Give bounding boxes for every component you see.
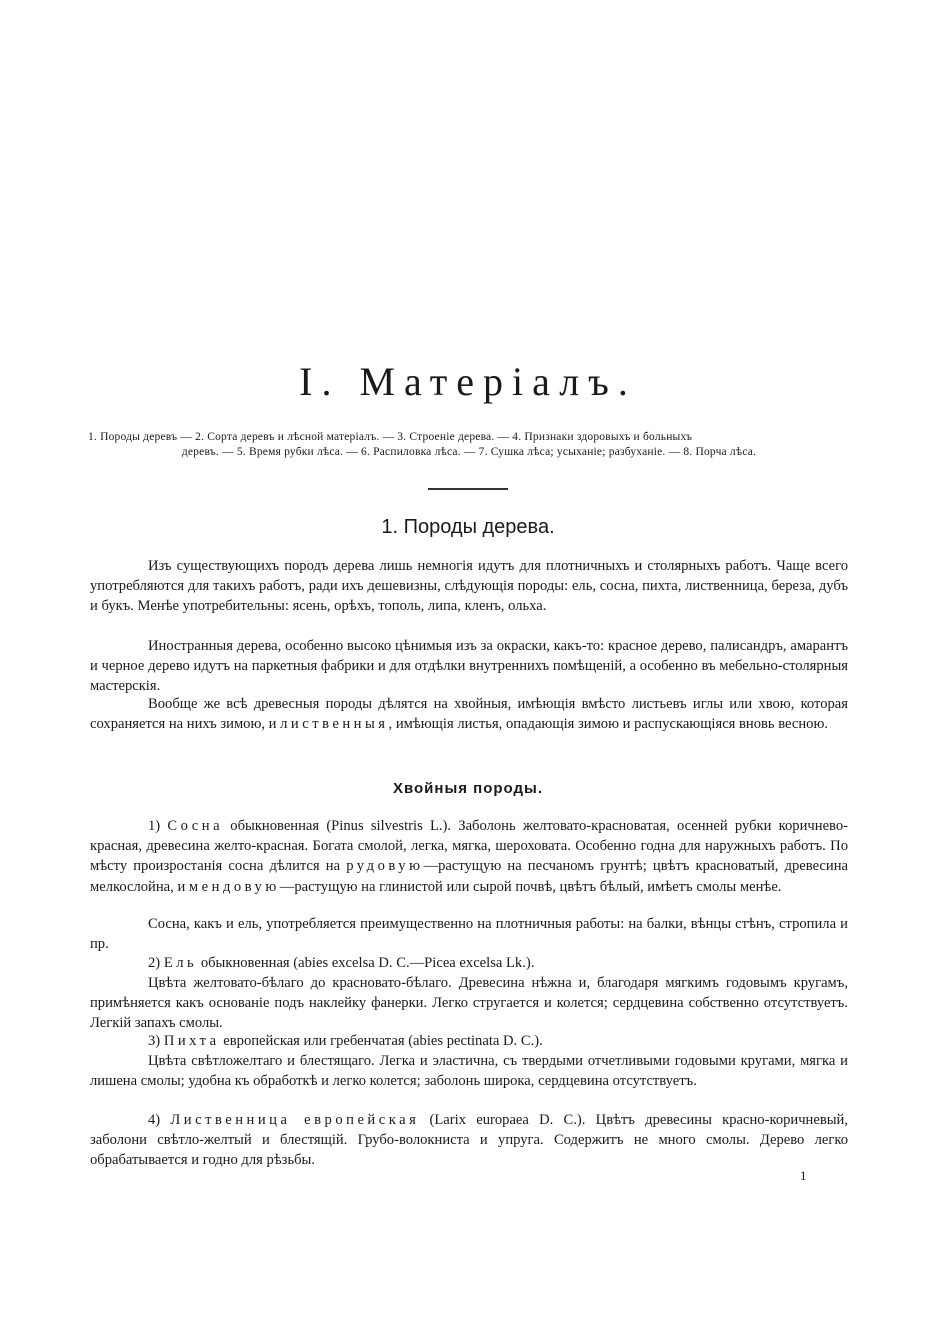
contents-line-2: деревъ. — 5. Время рубки лѣса. — 6. Распиловка лѣса. — 7. Сушка лѣса; усыханіе; разбуханіе. — 8. Порча лѣса. [181, 446, 757, 458]
paragraph-classification [90, 694, 848, 734]
text: —растущую на песчаномъ грунтѣ; цвѣтъ красноватый, древесина мелкослойна, и [90, 858, 848, 895]
text: , имѣющія листья, опадающія зимою и распускающіяся вновь весною. [388, 716, 829, 733]
text: обыкновенная (abies excelsa D. C.—Picea excelsa Lk.). [197, 955, 535, 971]
text: обыкновенная (Pinus silvestris L.). Заболонь желтовато-красноватая, осенней рубки коричнево-красная, древесина желто-красная. Богата смолой, легка, мягка, шероховата. Особенно годна для наружныхъ работъ. По мѣсту произростанія сосна дѣлится на [90, 818, 848, 875]
paragraph-fir-heading [90, 1031, 848, 1051]
species-name: Ель [163, 955, 198, 971]
contents-line-1: 1. Породы деревъ — 2. Сорта деревъ и лѣсной матеріалъ. — 3. Строеніе дерева. — 4. Признаки здоровыхъ и больныхъ [88, 431, 693, 443]
paragraph-pine-usage: Сосна, какъ и ель, употребляется преимущественно на плотничныя работы: на балки, вѣнцы стѣнъ, стропила и пр. [90, 916, 848, 953]
species-name: Сосна [167, 818, 224, 834]
divider [428, 488, 508, 490]
section-title: 1. Породы дерева. [381, 516, 555, 538]
emphasis-rudovaya: рудовую [346, 858, 424, 875]
chapter-contents [88, 430, 850, 460]
emphasis-deciduous: лиственныя [280, 716, 389, 733]
chapter-title: I. Матеріалъ. [299, 359, 637, 404]
page-number: 1 [800, 1168, 807, 1183]
paragraph-spruce-heading [90, 953, 848, 973]
item-number: 1) [148, 818, 168, 834]
species-name: Пихта [163, 1033, 220, 1049]
subsection-title: Хвойныя породы. [392, 780, 544, 797]
paragraph-intro: Изъ существующихъ породъ дерева лишь немногія идутъ для плотничныхъ и столярныхъ работъ. Чаще всего употребляются для такихъ работъ, ради ихъ дешевизны, слѣдующія породы: ель, сосна, пихта, лиственница, береза, дубъ и букъ. Менѣе употребительны: ясень, орѣхъ, тополь, липа, кленъ, ольха. [90, 558, 848, 615]
paragraph-pine [90, 816, 848, 897]
species-name: Лиственница европейская [170, 1112, 420, 1128]
item-number: 3) [148, 1033, 164, 1049]
item-number: 4) [148, 1112, 171, 1128]
item-number: 2) [148, 955, 164, 971]
text: —растущую на глинистой или сырой почвѣ, цвѣтъ бѣлый, имѣетъ смолы менѣе. [279, 878, 782, 895]
paragraph-larch [90, 1110, 848, 1171]
paragraph-fir: Цвѣта свѣтложелтаго и блестящаго. Легка и эластична, съ твердыми отчетливыми годовыми кругами, мягка и лишена смолы; удобна къ обработкѣ и легко колется; заболонь широка, сердцевина отсутствуетъ. [90, 1053, 848, 1090]
paragraph-foreign-woods: Иностранныя дерева, особенно высоко цѣнимыя изъ за окраски, какъ-то: красное дерево, палисандръ, амарантъ и черное дерево идутъ на паркетныя фабрики и для отдѣлки внутреннихъ помѣщеній, а особенно въ мебельно-столярныя мастерскія. [90, 638, 848, 695]
text: (Larix europaea D. C.). Цвѣтъ древесины красно-коричневый, заболони свѣтло-желтый и блестящій. Грубо-волокниста и упруга. Содержитъ не много смолы. Дерево легко обрабатывается и годно для рѣзьбы. [90, 1112, 849, 1169]
text: Вообще же всѣ древесныя породы дѣлятся на хвойныя, имѣющія вмѣсто листьевъ иглы или хвою, которая сохраняется на нихъ зимою, и [90, 696, 848, 733]
emphasis-mendovaya: мендовую [188, 878, 280, 895]
paragraph-spruce: Цвѣта желтовато-бѣлаго до красновато-бѣлаго. Древесина нѣжна и, благодаря мягкимъ годовымъ кругамъ, примѣняется какъ основаніе подъ наклейку фанерки. Легко стругается и колется; сердцевина собственно отсутствуетъ. Легкій запахъ смолы. [90, 975, 848, 1032]
text: европейская или гребенчатая (abies pectinata D. C.). [219, 1033, 543, 1049]
